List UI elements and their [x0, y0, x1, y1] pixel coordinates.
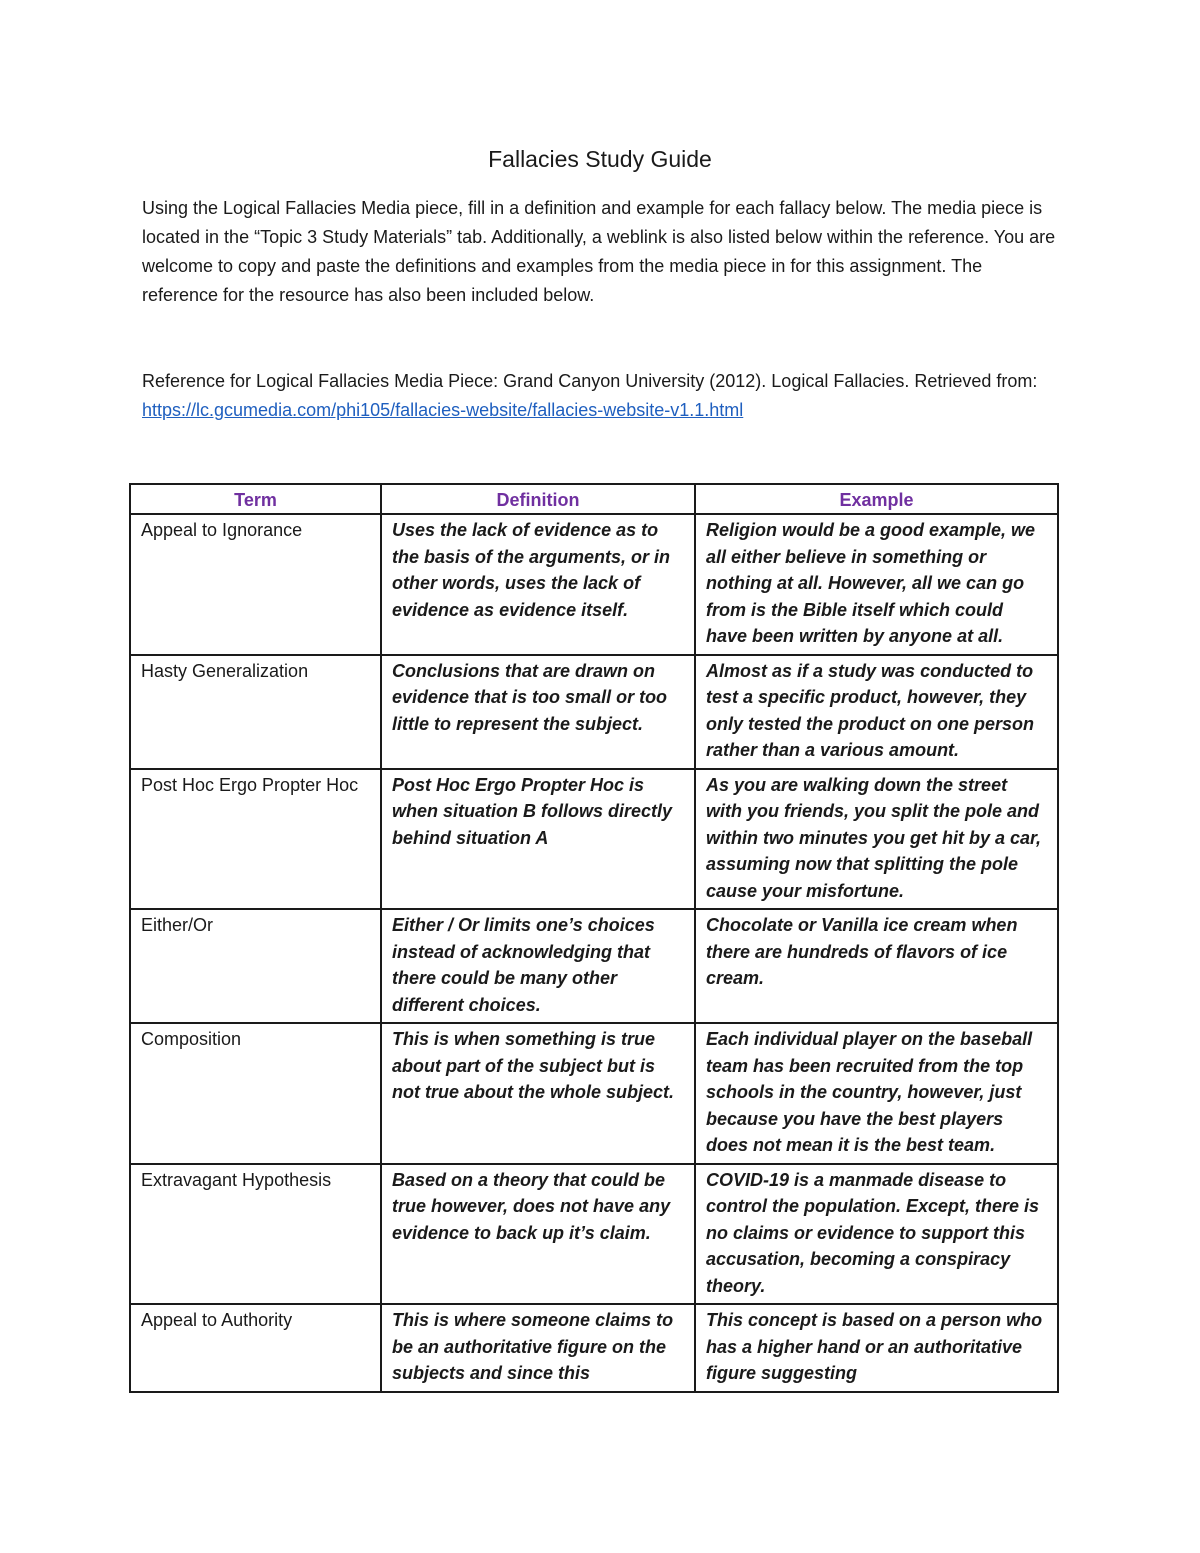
table-row: [130, 909, 1058, 1023]
fallacies-table: [129, 483, 1059, 1393]
example-cell: Each individual player on the baseball team has been recruited from the top schools in the country, however, just because you have the best players does not mean it is the best team.: [695, 1023, 1058, 1164]
table-row: [130, 655, 1058, 769]
definition-cell: Based on a theory that could be true however, does not have any evidence to back up it’s claim.: [381, 1164, 695, 1305]
term-cell: Composition: [130, 1023, 381, 1164]
term-cell: Either/Or: [130, 909, 381, 1023]
definition-cell: This is where someone claims to be an authoritative figure on the subjects and since this: [381, 1304, 695, 1392]
example-cell: COVID-19 is a manmade disease to control the population. Except, there is no claims or evidence to support this accusation, becoming a conspiracy theory.: [695, 1164, 1058, 1305]
header-example: Example: [695, 484, 1058, 514]
header-term: Term: [130, 484, 381, 514]
instructions-paragraph: Using the Logical Fallacies Media piece, fill in a definition and example for each fallacy below. The media piece is located in the “Topic 3 Study Materials” tab. Additionally, a weblink is also listed below within the reference. You are welcome to copy and paste the definitions and examples from the media piece in for this assignment. The reference for the resource has also been included below.: [142, 198, 1056, 305]
term-cell: Extravagant Hypothesis: [130, 1164, 381, 1305]
table-row: [130, 1164, 1058, 1305]
definition-cell: Either / Or limits one’s choices instead of acknowledging that there could be many other different choices.: [381, 909, 695, 1023]
definition-cell: Conclusions that are drawn on evidence that is too small or too little to represent the subject.: [381, 655, 695, 769]
definition-cell: Uses the lack of evidence as to the basis of the arguments, or in other words, uses the lack of evidence as evidence itself.: [381, 514, 695, 655]
table-header-row: [130, 484, 1058, 514]
header-definition: Definition: [381, 484, 695, 514]
example-cell: As you are walking down the street with you friends, you split the pole and within two minutes you get hit by a car, assuming now that splitting the pole cause your misfortune.: [695, 769, 1058, 910]
example-cell: Almost as if a study was conducted to test a specific product, however, they only tested the product on one person rather than a various amount.: [695, 655, 1058, 769]
reference-link[interactable]: https://lc.gcumedia.com/phi105/fallacies-website/fallacies-website-v1.1.html: [142, 400, 744, 420]
reference-paragraph: [142, 367, 1062, 425]
term-cell: Appeal to Ignorance: [130, 514, 381, 655]
table-row: [130, 1304, 1058, 1392]
table-row: [130, 514, 1058, 655]
definition-cell: Post Hoc Ergo Propter Hoc is when situation B follows directly behind situation A: [381, 769, 695, 910]
table-row: [130, 769, 1058, 910]
term-cell: Appeal to Authority: [130, 1304, 381, 1392]
example-cell: This concept is based on a person who has a higher hand or an authoritative figure suggesting: [695, 1304, 1058, 1392]
reference-text: Reference for Logical Fallacies Media Piece: Grand Canyon University (2012). Logical Fallacies. Retrieved from:: [142, 371, 1038, 391]
example-cell: Chocolate or Vanilla ice cream when there are hundreds of flavors of ice cream.: [695, 909, 1058, 1023]
table-row: [130, 1023, 1058, 1164]
term-cell: Hasty Generalization: [130, 655, 381, 769]
example-cell: Religion would be a good example, we all either believe in something or nothing at all. However, all we can go from is the Bible itself which could have been written by anyone at all.: [695, 514, 1058, 655]
page-title: Fallacies Study Guide: [488, 146, 712, 172]
term-cell: Post Hoc Ergo Propter Hoc: [130, 769, 381, 910]
definition-cell: This is when something is true about part of the subject but is not true about the whole subject.: [381, 1023, 695, 1164]
